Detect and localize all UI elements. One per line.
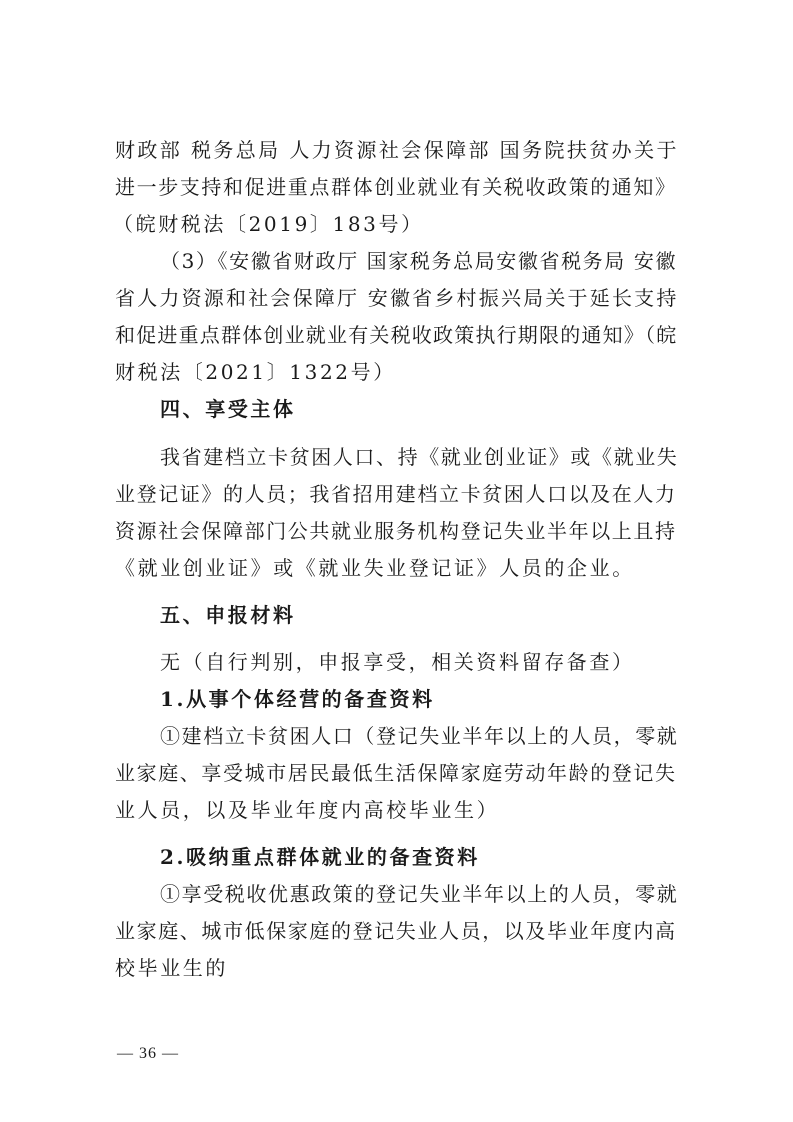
section-heading-subjects: 四、享受主体 (160, 397, 296, 421)
body-line: 业人员，以及毕业年度内高校毕业生） (115, 798, 500, 822)
body-line: ①建档立卡贫困人口（登记失业半年以上的人员，零就 (160, 724, 679, 748)
body-line: 业家庭、城市低保家庭的登记失业人员，以及毕业年度内高 (115, 919, 677, 943)
body-line: 我省建档立卡贫困人口、持《就业创业证》或《就业失 (160, 445, 679, 469)
body-line: ①享受税收优惠政策的登记失业半年以上的人员，零就 (160, 882, 679, 906)
body-line: 《就业创业证》或《就业失业登记证》人员的企业。 (115, 556, 635, 580)
body-line: 资源社会保障部门公共就业服务机构登记失业半年以上且持 (115, 519, 677, 543)
page-number: — 36 — (117, 1045, 179, 1062)
subheading-employment-absorption: 2.吸纳重点群体就业的备查资料 (160, 845, 480, 869)
body-line: 财政部 税务总局 人力资源社会保障部 国务院扶贫办关于 (115, 138, 679, 162)
body-line: 无（自行判别，申报享受，相关资料留存备查） (160, 650, 635, 674)
body-line: 省人力资源和社会保障厅 安徽省乡村振兴局关于延长支持 (115, 286, 679, 310)
body-line: 进一步支持和促进重点群体创业就业有关税收政策的通知》 (115, 175, 677, 199)
body-line: 财税法〔2021〕1322号） (115, 360, 396, 384)
subheading-individual-business: 1.从事个体经营的备查资料 (160, 687, 435, 711)
body-line: 和促进重点群体创业就业有关税收政策执行期限的通知》（皖 (115, 323, 678, 347)
section-heading-materials: 五、申报材料 (160, 603, 296, 627)
body-line: 业登记证》的人员；我省招用建档立卡贫困人口以及在人力 (115, 482, 677, 506)
body-line: （皖财税法〔2019〕183号） (113, 212, 424, 236)
body-line: 业家庭、享受城市居民最低生活保障家庭劳动年龄的登记失 (115, 761, 677, 785)
body-line: 校毕业生的 (115, 956, 228, 980)
body-line: （3）《安徽省财政厅 国家税务总局安徽省税务局 安徽 (160, 249, 678, 273)
